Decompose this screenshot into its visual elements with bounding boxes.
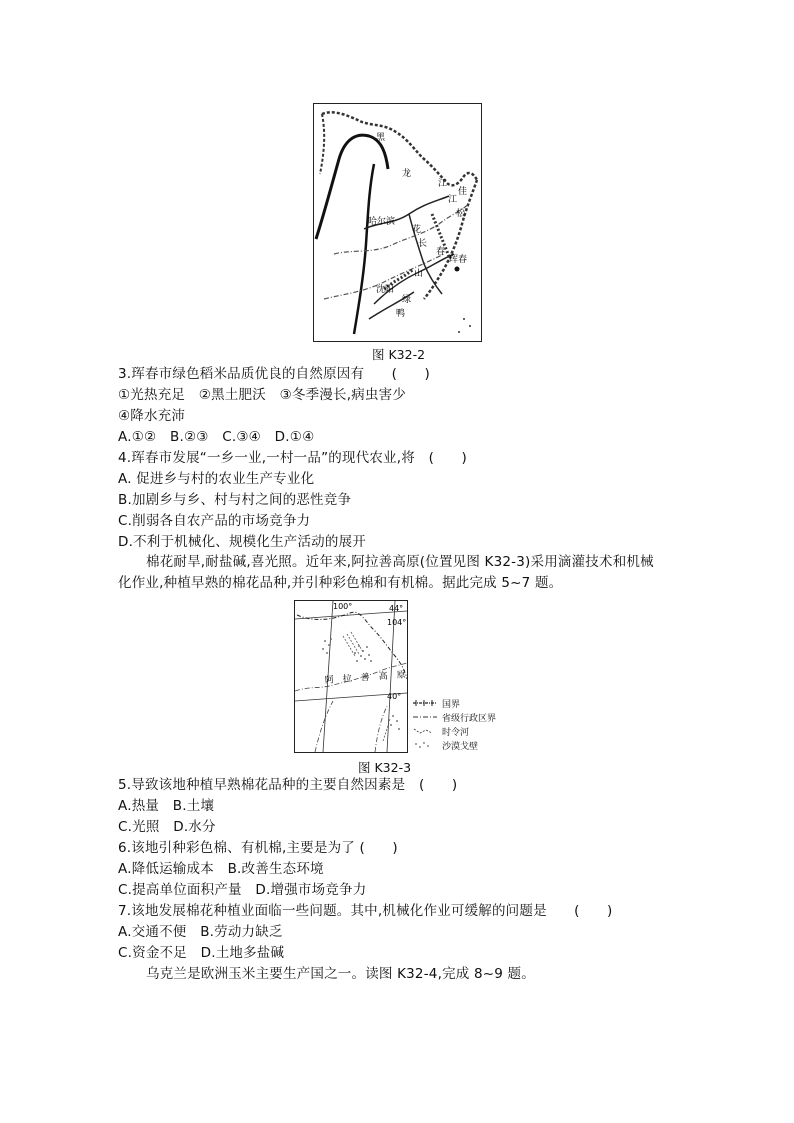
map-label-jia: 佳 <box>458 187 468 197</box>
map-label-songhua: 松 <box>456 209 466 219</box>
map-label-chun: 春 <box>436 247 446 257</box>
legend-desert <box>412 739 522 751</box>
legend-province-label: 省级行政区界 <box>442 714 497 724</box>
map-label-shan: 山 <box>414 269 424 279</box>
q4-option-a: A. 促进乡与村的农业生产专业化 <box>118 471 315 487</box>
desert-dots-icon <box>412 741 438 749</box>
label-lat-44: 44° <box>389 604 404 613</box>
label-alxa-plateau: 阿 拉 善 高 原 <box>324 670 407 686</box>
legend-river <box>412 725 522 737</box>
map-label-chang: 长 <box>418 239 428 249</box>
border-line-icon <box>412 699 438 707</box>
figure2-caption: 图 K32-3 <box>358 760 412 775</box>
map-label-lv: 绿 <box>402 295 412 305</box>
map-drawing <box>314 104 481 341</box>
q5-options-ab: A.热量 B.土壤 <box>118 798 215 814</box>
map-label-shenyang: 沈阳 <box>376 285 395 295</box>
q3-answers: A.①② B.②③ C.③④ D.①④ <box>118 429 315 445</box>
q4-option-b: B.加剧乡与乡、村与村之间的恶性竞争 <box>118 492 352 508</box>
passage2-line1: 棉花耐旱,耐盐碱,喜光照。近年来,阿拉善高原(位置见图 K32-3)采用滴灌技术和机械 <box>146 554 654 570</box>
q5-options-cd: C.光照 D.水分 <box>118 819 216 835</box>
map-label-jiang1: 江 <box>438 179 448 189</box>
q3-options-line2: ④降水充沛 <box>118 408 186 424</box>
passage3: 乌克兰是欧洲玉米主要生产国之一。读图 K32-4,完成 8~9 题。 <box>146 966 535 982</box>
q4-option-d: D.不利于机械化、规模化生产活动的展开 <box>118 534 366 550</box>
legend-border <box>412 697 522 709</box>
q3-stem: 3.珲春市绿色稻米品质优良的自然原因有 ( ) <box>118 366 430 382</box>
map-label-hunchun: 珲春 <box>449 255 468 265</box>
map2-legend <box>412 697 522 753</box>
map2-drawing <box>295 601 407 752</box>
q4-option-c: C.削弱各自农产品的市场竞争力 <box>118 513 311 529</box>
legend-river-label: 时令河 <box>442 728 470 738</box>
map-label-long: 龙 <box>402 169 412 179</box>
map-label-jiang2: 江 <box>448 195 458 205</box>
q4-stem: 4.珲春市发展“一乡一业,一村一品”的现代农业,将 ( ) <box>118 450 467 466</box>
legend-desert-label: 沙漠戈壁 <box>442 742 479 752</box>
legend-border-label: 国界 <box>442 700 461 710</box>
q7-options-cd: C.资金不足 D.土地多盐碱 <box>118 945 285 961</box>
q6-options-ab: A.降低运输成本 B.改善生态环境 <box>118 861 324 877</box>
alxa-plateau-map <box>294 600 408 753</box>
q7-options-ab: A.交通不便 B.劳动力缺乏 <box>118 924 283 940</box>
map-label-hua: 花 <box>412 225 422 235</box>
q7-stem: 7.该地发展棉花种植业面临一些问题。其中,机械化作业可缓解的问题是 ( ) <box>118 903 613 919</box>
northeast-china-map <box>313 103 482 342</box>
passage2-line2: 化作业,种植早熟的棉花品种,并引种彩色棉和有机棉。据此完成 5~7 题。 <box>118 575 563 591</box>
q5-stem: 5.导致该地种植早熟棉花品种的主要自然因素是 ( ) <box>118 777 458 793</box>
seasonal-river-icon <box>412 727 438 735</box>
figure1-caption: 图 K32-2 <box>372 347 426 362</box>
q6-stem: 6.该地引种彩色棉、有机棉,主要是为了 ( ) <box>118 840 398 856</box>
q3-options-line1: ①光热充足 ②黑土肥沃 ③冬季漫长,病虫害少 <box>118 387 406 403</box>
province-line-icon <box>412 713 438 721</box>
map-label-ya: 鸭 <box>396 309 406 319</box>
map-label-hei: 黑 <box>376 133 386 143</box>
legend-province <box>412 711 522 723</box>
label-lat-40: 40° <box>387 692 402 701</box>
map-label-harbin: 哈尔滨 <box>368 217 396 227</box>
q6-options-cd: C.提高单位面积产量 D.增强市场竞争力 <box>118 882 367 898</box>
label-lon-104: 104° <box>387 618 407 627</box>
label-lon-100: 100° <box>333 602 353 611</box>
